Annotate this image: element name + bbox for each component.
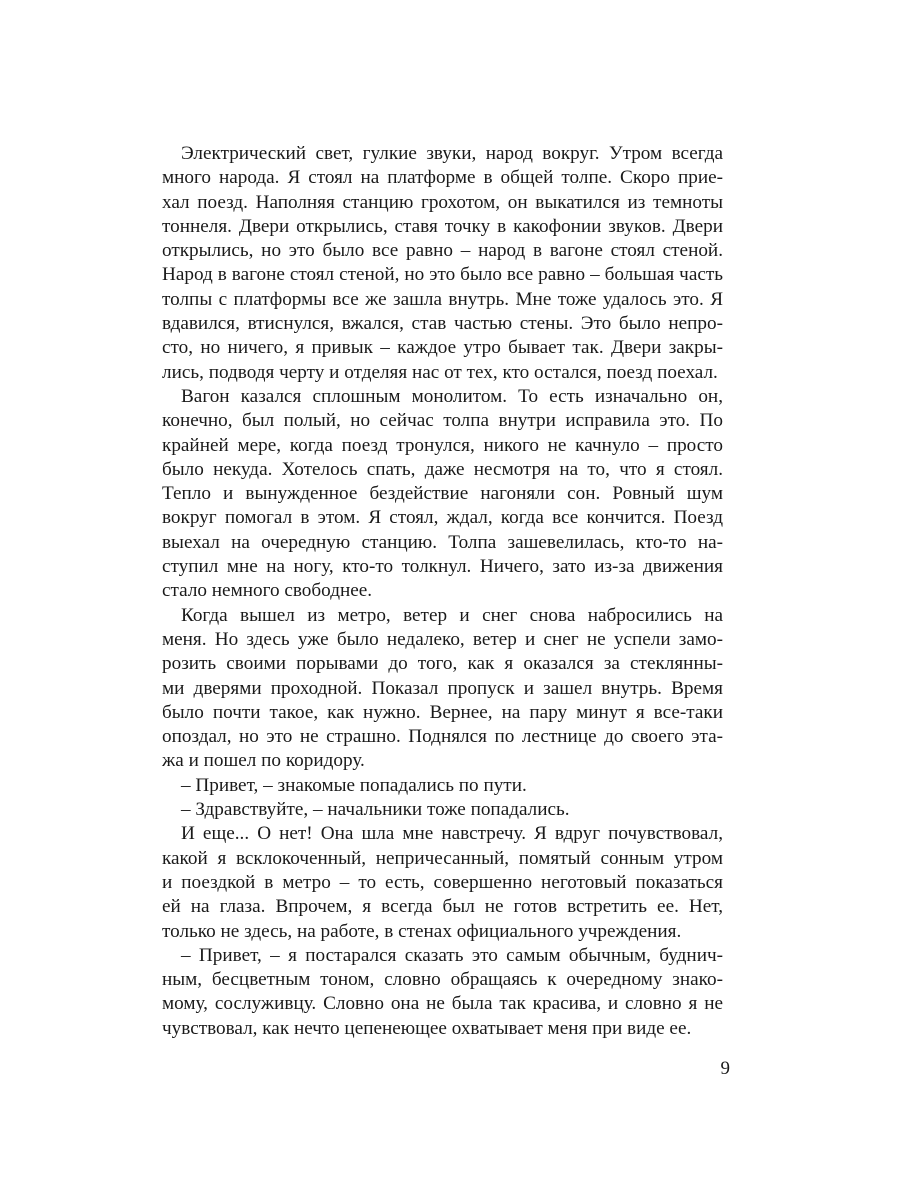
text-line: открылись, но это было все равно – народ в вагоне стоял стеной. <box>162 240 723 262</box>
text-line: толпы с платформы все же зашла внутрь. Мне тоже удалось это. Я <box>162 288 723 310</box>
text-line: мому, сослуживцу. Словно она не была так красива, и словно я не <box>162 993 723 1015</box>
text-line: Тепло и вынужденное бездействие нагоняли сон. Ровный шум <box>162 483 723 505</box>
text-line: Народ в вагоне стоял стеной, но это было все равно – большая часть <box>162 264 723 286</box>
text-line: ным, бесцветным тоном, словно обращаясь к очередному знако- <box>162 969 723 991</box>
text-line: лись, подводя черту и отделяя нас от тех, кто остался, поезд поехал. <box>162 361 718 383</box>
text-line: только не здесь, на работе, в стенах официального учреждения. <box>162 920 682 942</box>
text-line: розить своими порывами до того, как я оказался за стеклянны- <box>162 653 723 675</box>
text-line: ступил мне на ногу, кто-то толкнул. Ничего, зато из-за движения <box>162 556 723 578</box>
text-line: – Привет, – знакомые попадались по пути. <box>181 774 527 796</box>
page-number: 9 <box>720 1058 730 1079</box>
text-line: – Привет, – я постарался сказать это самым обычным, буднич- <box>181 944 723 966</box>
body-text <box>162 142 723 1041</box>
text-line: Вагон казался сплошным монолитом. То есть изначально он, <box>181 385 723 407</box>
text-line: много народа. Я стоял на платформе в общей толпе. Скоро прие- <box>162 167 723 189</box>
text-line: чувствовал, как нечто цепенеющее охватывает меня при виде ее. <box>162 1017 692 1039</box>
text-line: хал поезд. Наполняя станцию грохотом, он выкатился из темноты <box>162 191 723 213</box>
text-line: Электрический свет, гулкие звуки, народ вокруг. Утром всегда <box>181 143 723 164</box>
text-line: было почти такое, как нужно. Вернее, на пару минут я все-таки <box>162 701 723 723</box>
text-line: ми дверями проходной. Показал пропуск и зашел внутрь. Время <box>162 677 723 699</box>
text-line: Когда вышел из метро, ветер и снег снова набросились на <box>181 604 723 626</box>
text-line: сто, но ничего, я привык – каждое утро бывает так. Двери закры- <box>162 337 723 359</box>
text-line: тоннеля. Двери открылись, ставя точку в какофонии звуков. Двери <box>162 215 723 237</box>
text-line: ей на глаза. Впрочем, я всегда был не готов встретить ее. Нет, <box>162 896 723 918</box>
text-line: жа и пошел по коридору. <box>162 750 365 772</box>
text-line: – Здравствуйте, – начальники тоже попадались. <box>181 799 570 821</box>
text-line: конечно, был полый, но сейчас толпа внутри исправила это. По <box>162 410 723 432</box>
text-line: и поездкой в метро – то есть, совершенно неготовый показаться <box>162 871 723 893</box>
text-line: И еще... О нет! Она шла мне навстречу. Я вдруг почувствовал, <box>181 823 723 845</box>
text-line: вдавился, втиснулся, вжался, став частью стены. Это было непро- <box>162 313 723 335</box>
text-line: вокруг помогал в этом. Я стоял, ждал, когда все кончится. Поезд <box>162 507 723 529</box>
text-line: было некуда. Хотелось спать, даже несмотря на то, что я стоял. <box>162 458 723 480</box>
text-line: крайней мере, когда поезд тронулся, никого не качнуло – просто <box>162 434 723 456</box>
text-line: меня. Но здесь уже было недалеко, ветер и снег не успели замо- <box>162 628 723 650</box>
text-line: опоздал, но это не страшно. Поднялся по лестнице до своего эта- <box>162 726 723 748</box>
text-line: стало немного свободнее. <box>162 580 373 602</box>
text-line: выехал на очередную станцию. Толпа зашевелилась, кто-то на- <box>162 531 723 553</box>
text-line: какой я всклокоченный, непричесанный, помятый сонным утром <box>162 847 723 869</box>
